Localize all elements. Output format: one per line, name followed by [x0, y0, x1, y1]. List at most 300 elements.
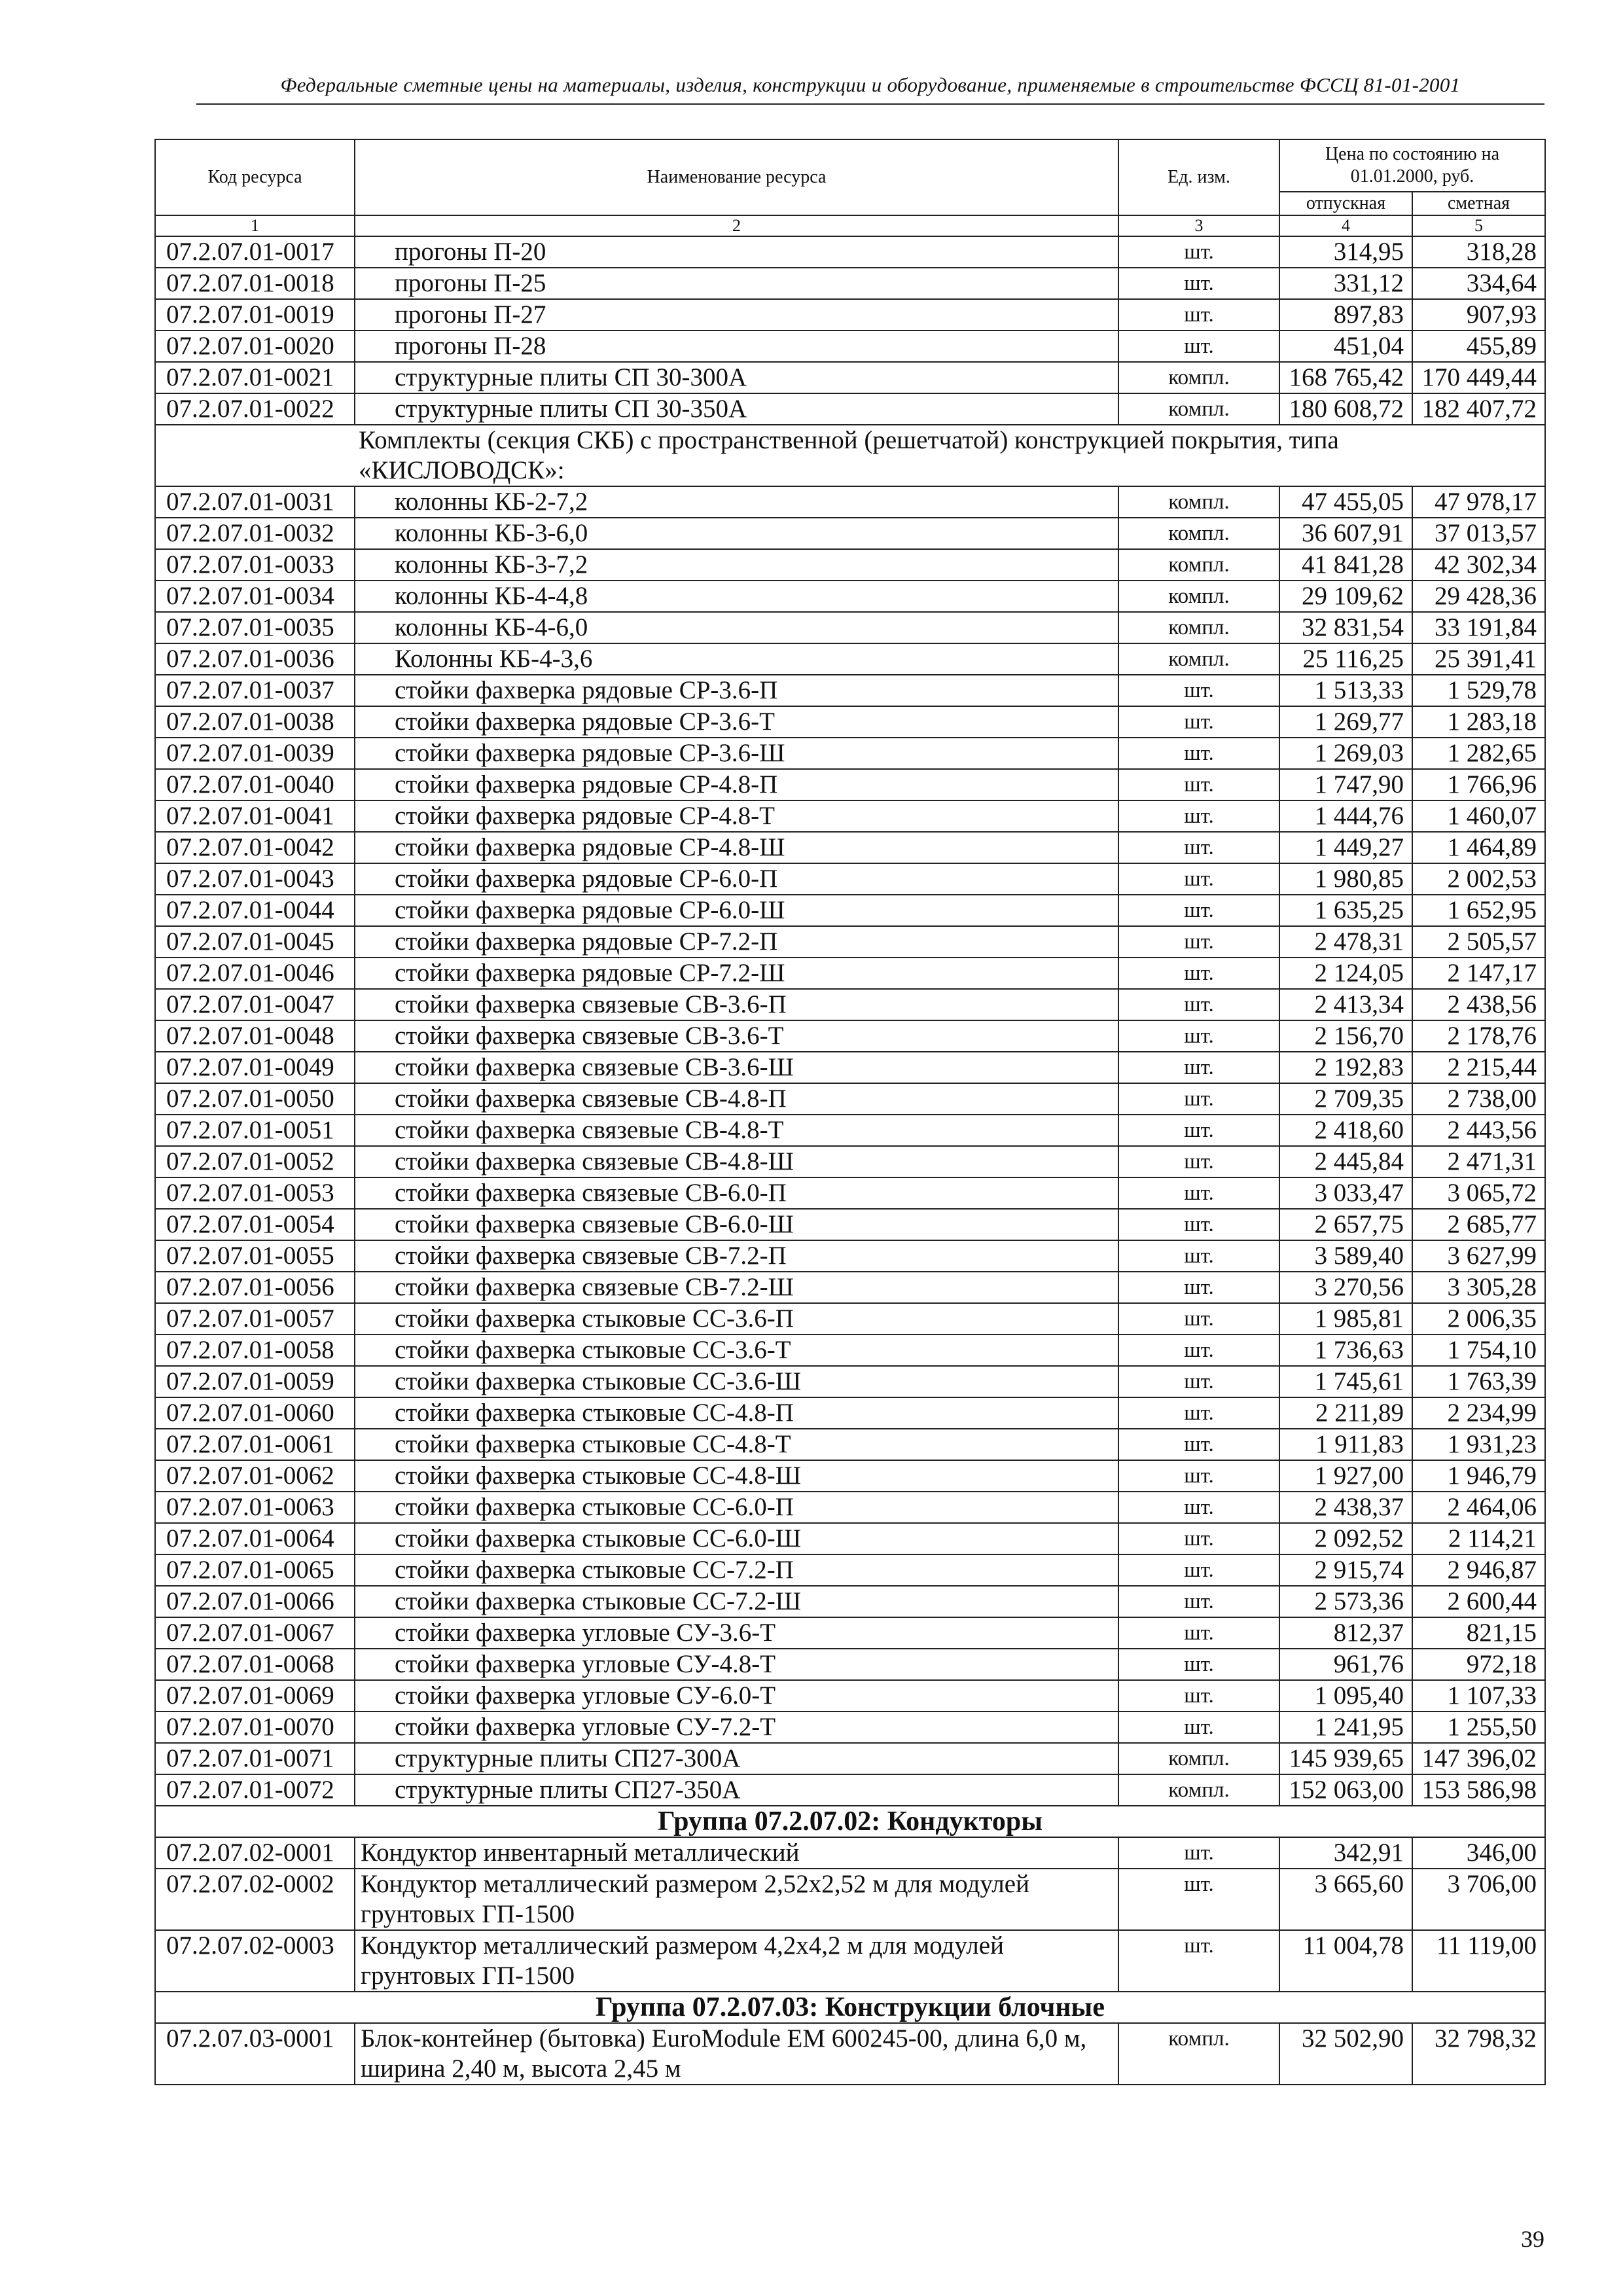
- resource-name: стойки фахверка стыковые СС-3.6-Ш: [355, 1366, 1118, 1397]
- price-estimate: 972,18: [1412, 1649, 1545, 1680]
- resource-code: 07.2.07.01-0019: [155, 299, 355, 331]
- price-estimate: 2 147,17: [1412, 958, 1545, 989]
- resource-unit: шт.: [1118, 1083, 1279, 1115]
- price-estimate: 47 978,17: [1412, 486, 1545, 518]
- resource-name: стойки фахверка рядовые СР-6.0-П: [355, 863, 1118, 895]
- table-row: [155, 675, 1545, 706]
- price-release: 145 939,65: [1279, 1743, 1412, 1774]
- price-estimate: 153 586,98: [1412, 1774, 1545, 1806]
- price-estimate: 2 215,44: [1412, 1052, 1545, 1083]
- price-release: 2 156,70: [1279, 1020, 1412, 1052]
- resource-code: 07.2.07.01-0037: [155, 675, 355, 706]
- table-row: [155, 1743, 1545, 1774]
- resource-code: 07.2.07.01-0045: [155, 926, 355, 958]
- resource-name: стойки фахверка связевые СВ-3.6-Ш: [355, 1052, 1118, 1083]
- table-row: [155, 769, 1545, 800]
- resource-unit: шт.: [1118, 1146, 1279, 1177]
- column-header-name: Наименование ресурса: [355, 139, 1118, 215]
- header-rule: [196, 103, 1544, 105]
- price-estimate: 1 763,39: [1412, 1366, 1545, 1397]
- resource-unit: шт.: [1118, 268, 1279, 299]
- price-release: 1 927,00: [1279, 1460, 1412, 1492]
- table-row: [155, 362, 1545, 393]
- table-row: [155, 331, 1545, 362]
- price-release: 1 911,83: [1279, 1429, 1412, 1460]
- table-row: [155, 1335, 1545, 1366]
- resource-code: 07.2.07.01-0071: [155, 1743, 355, 1774]
- resource-code: 07.2.07.01-0048: [155, 1020, 355, 1052]
- resource-name: стойки фахверка рядовые СР-3.6-Т: [355, 706, 1118, 738]
- price-release: 2 124,05: [1279, 958, 1412, 989]
- price-estimate: 37 013,57: [1412, 518, 1545, 549]
- price-estimate: 3 627,99: [1412, 1240, 1545, 1272]
- resource-unit: шт.: [1118, 769, 1279, 800]
- column-header-price-group: Цена по состоянию на 01.01.2000, руб.: [1279, 139, 1545, 192]
- group-row: [155, 1806, 1545, 1837]
- price-release: 2 573,36: [1279, 1586, 1412, 1617]
- resource-code: 07.2.07.01-0059: [155, 1366, 355, 1397]
- price-release: 2 445,84: [1279, 1146, 1412, 1177]
- resource-name: стойки фахверка угловые СУ-4.8-Т: [355, 1649, 1118, 1680]
- price-release: 1 985,81: [1279, 1303, 1412, 1335]
- resource-unit: шт.: [1118, 1492, 1279, 1523]
- resource-code: 07.2.07.01-0066: [155, 1586, 355, 1617]
- resource-code: 07.2.07.01-0056: [155, 1272, 355, 1303]
- resource-code: 07.2.07.01-0052: [155, 1146, 355, 1177]
- resource-name: стойки фахверка угловые СУ-6.0-Т: [355, 1680, 1118, 1712]
- resource-unit: шт.: [1118, 800, 1279, 832]
- resource-code: 07.2.07.01-0034: [155, 581, 355, 612]
- resource-code: 07.2.07.01-0018: [155, 268, 355, 299]
- resource-code: 07.2.07.01-0060: [155, 1397, 355, 1429]
- resource-code: 07.2.07.02-0002: [155, 1869, 355, 1930]
- resource-unit: шт.: [1118, 926, 1279, 958]
- price-estimate: 455,89: [1412, 331, 1545, 362]
- price-estimate: 1 282,65: [1412, 738, 1545, 769]
- price-estimate: 1 529,78: [1412, 675, 1545, 706]
- table-row: [155, 1020, 1545, 1052]
- resource-code: 07.2.07.01-0040: [155, 769, 355, 800]
- price-estimate: 32 798,32: [1412, 2023, 1545, 2085]
- resource-name: стойки фахверка связевые СВ-3.6-П: [355, 989, 1118, 1020]
- resource-unit: шт.: [1118, 1209, 1279, 1240]
- resource-name: Кондуктор металлический размером 4,2х4,2 м для модулей грунтовых ГП-1500: [355, 1930, 1118, 1992]
- resource-name: стойки фахверка рядовые СР-3.6-П: [355, 675, 1118, 706]
- price-release: 1 449,27: [1279, 832, 1412, 863]
- resource-unit: компл.: [1118, 1743, 1279, 1774]
- table-row: [155, 1052, 1545, 1083]
- table-row: [155, 393, 1545, 425]
- resource-code: 07.2.07.01-0022: [155, 393, 355, 425]
- resource-name: структурные плиты СП 30-350А: [355, 393, 1118, 425]
- price-release: 897,83: [1279, 299, 1412, 331]
- price-release: 3 589,40: [1279, 1240, 1412, 1272]
- resource-unit: шт.: [1118, 1869, 1279, 1930]
- price-estimate: 1 460,07: [1412, 800, 1545, 832]
- group-row: [155, 1992, 1545, 2023]
- price-estimate: 3 065,72: [1412, 1177, 1545, 1209]
- resource-code: 07.2.07.01-0051: [155, 1115, 355, 1146]
- resource-code: 07.2.07.01-0020: [155, 331, 355, 362]
- resource-unit: шт.: [1118, 1397, 1279, 1429]
- price-estimate: 29 428,36: [1412, 581, 1545, 612]
- table-row: [155, 581, 1545, 612]
- resource-code: 07.2.07.01-0042: [155, 832, 355, 863]
- resource-code: 07.2.07.01-0063: [155, 1492, 355, 1523]
- table-header: [155, 139, 1545, 236]
- price-release: 32 502,90: [1279, 2023, 1412, 2085]
- resource-unit: шт.: [1118, 989, 1279, 1020]
- table-row: [155, 1272, 1545, 1303]
- table-row: [155, 1869, 1545, 1930]
- resource-unit: шт.: [1118, 1523, 1279, 1554]
- price-release: 3 665,60: [1279, 1869, 1412, 1930]
- column-number: 2: [355, 215, 1118, 236]
- table-row: [155, 863, 1545, 895]
- resource-name: стойки фахверка рядовые СР-3.6-Ш: [355, 738, 1118, 769]
- resource-name: Кондуктор металлический размером 2,52х2,52 м для модулей грунтовых ГП-1500: [355, 1869, 1118, 1930]
- price-estimate: 147 396,02: [1412, 1743, 1545, 1774]
- resource-unit: шт.: [1118, 299, 1279, 331]
- price-estimate: 42 302,34: [1412, 549, 1545, 581]
- price-estimate: 2 464,06: [1412, 1492, 1545, 1523]
- price-release: 1 635,25: [1279, 895, 1412, 926]
- price-estimate: 346,00: [1412, 1837, 1545, 1869]
- resource-unit: шт.: [1118, 1115, 1279, 1146]
- price-release: 1 095,40: [1279, 1680, 1412, 1712]
- resource-code: 07.2.07.01-0017: [155, 236, 355, 268]
- price-estimate: 1 946,79: [1412, 1460, 1545, 1492]
- price-release: 331,12: [1279, 268, 1412, 299]
- resource-code: 07.2.07.02-0001: [155, 1837, 355, 1869]
- price-estimate: 25 391,41: [1412, 643, 1545, 675]
- resource-code: 07.2.07.01-0035: [155, 612, 355, 643]
- resource-code: 07.2.07.01-0044: [155, 895, 355, 926]
- table-row: [155, 895, 1545, 926]
- price-release: 2 478,31: [1279, 926, 1412, 958]
- resource-code: 07.2.07.02-0003: [155, 1930, 355, 1992]
- resource-name: стойки фахверка стыковые СС-3.6-П: [355, 1303, 1118, 1335]
- resource-code: 07.2.07.01-0054: [155, 1209, 355, 1240]
- resource-code: 07.2.07.01-0069: [155, 1680, 355, 1712]
- table-row: [155, 1554, 1545, 1586]
- resource-unit: компл.: [1118, 362, 1279, 393]
- price-estimate: 2 002,53: [1412, 863, 1545, 895]
- table-row: [155, 1617, 1545, 1649]
- resource-name: стойки фахверка стыковые СС-6.0-П: [355, 1492, 1118, 1523]
- resource-name: прогоны П-20: [355, 236, 1118, 268]
- price-release: 2 418,60: [1279, 1115, 1412, 1146]
- resource-name: стойки фахверка рядовые СР-4.8-П: [355, 769, 1118, 800]
- price-estimate: 182 407,72: [1412, 393, 1545, 425]
- price-estimate: 1 754,10: [1412, 1335, 1545, 1366]
- table-row: [155, 1680, 1545, 1712]
- resource-unit: шт.: [1118, 1052, 1279, 1083]
- resource-code: 07.2.07.01-0021: [155, 362, 355, 393]
- resource-name: стойки фахверка связевые СВ-3.6-Т: [355, 1020, 1118, 1052]
- resource-name: структурные плиты СП27-350А: [355, 1774, 1118, 1806]
- price-estimate: 2 178,76: [1412, 1020, 1545, 1052]
- price-release: 314,95: [1279, 236, 1412, 268]
- resource-unit: шт.: [1118, 1930, 1279, 1992]
- group-heading: Группа 07.2.07.03: Конструкции блочные: [155, 1992, 1545, 2023]
- resource-code: 07.2.07.01-0061: [155, 1429, 355, 1460]
- resource-name: стойки фахверка связевые СВ-7.2-П: [355, 1240, 1118, 1272]
- resource-unit: шт.: [1118, 1649, 1279, 1680]
- price-estimate: 318,28: [1412, 236, 1545, 268]
- price-release: 1 444,76: [1279, 800, 1412, 832]
- price-release: 32 831,54: [1279, 612, 1412, 643]
- price-estimate: 2 685,77: [1412, 1209, 1545, 1240]
- resource-name: стойки фахверка связевые СВ-7.2-Ш: [355, 1272, 1118, 1303]
- resource-name: колонны КБ-3-6,0: [355, 518, 1118, 549]
- price-estimate: 2 946,87: [1412, 1554, 1545, 1586]
- resource-unit: шт.: [1118, 706, 1279, 738]
- resource-name: стойки фахверка рядовые СР-4.8-Ш: [355, 832, 1118, 863]
- price-release: 36 607,91: [1279, 518, 1412, 549]
- table-row: [155, 1492, 1545, 1523]
- price-estimate: 3 706,00: [1412, 1869, 1545, 1930]
- price-table: [154, 139, 1546, 2085]
- price-release: 3 033,47: [1279, 1177, 1412, 1209]
- resource-unit: компл.: [1118, 549, 1279, 581]
- price-estimate: 2 505,57: [1412, 926, 1545, 958]
- price-estimate: 2 006,35: [1412, 1303, 1545, 1335]
- table-row: [155, 1712, 1545, 1743]
- resource-unit: шт.: [1118, 1177, 1279, 1209]
- table-row: [155, 1837, 1545, 1869]
- column-header-unit: Ед. изм.: [1118, 139, 1279, 215]
- table-row: [155, 926, 1545, 958]
- price-release: 41 841,28: [1279, 549, 1412, 581]
- price-release: 47 455,05: [1279, 486, 1412, 518]
- resource-name: стойки фахверка угловые СУ-3.6-Т: [355, 1617, 1118, 1649]
- table-row: [155, 1303, 1545, 1335]
- resource-name: стойки фахверка рядовые СР-4.8-Т: [355, 800, 1118, 832]
- price-estimate: 33 191,84: [1412, 612, 1545, 643]
- resource-name: колонны КБ-3-7,2: [355, 549, 1118, 581]
- resource-code: 07.2.07.01-0064: [155, 1523, 355, 1554]
- table-row: [155, 1460, 1545, 1492]
- price-estimate: 2 438,56: [1412, 989, 1545, 1020]
- table-row: [155, 1586, 1545, 1617]
- price-estimate: 2 114,21: [1412, 1523, 1545, 1554]
- resource-unit: шт.: [1118, 675, 1279, 706]
- price-release: 2 092,52: [1279, 1523, 1412, 1554]
- table-row: [155, 643, 1545, 675]
- price-estimate: 3 305,28: [1412, 1272, 1545, 1303]
- resource-unit: шт.: [1118, 1366, 1279, 1397]
- price-release: 2 915,74: [1279, 1554, 1412, 1586]
- price-release: 168 765,42: [1279, 362, 1412, 393]
- price-estimate: 907,93: [1412, 299, 1545, 331]
- resource-unit: шт.: [1118, 1837, 1279, 1869]
- table-row: [155, 1240, 1545, 1272]
- resource-unit: шт.: [1118, 738, 1279, 769]
- resource-unit: компл.: [1118, 581, 1279, 612]
- resource-name: структурные плиты СП27-300А: [355, 1743, 1118, 1774]
- table-row: [155, 1523, 1545, 1554]
- group-heading: Группа 07.2.07.02: Кондукторы: [155, 1806, 1545, 1837]
- table-row: [155, 958, 1545, 989]
- column-number: 4: [1279, 215, 1412, 236]
- resource-code: 07.2.07.01-0067: [155, 1617, 355, 1649]
- price-release: 1 980,85: [1279, 863, 1412, 895]
- table-row: [155, 738, 1545, 769]
- resource-unit: шт.: [1118, 1460, 1279, 1492]
- resource-name: колонны КБ-2-7,2: [355, 486, 1118, 518]
- table-row: [155, 1774, 1545, 1806]
- price-estimate: 2 738,00: [1412, 1083, 1545, 1115]
- table-row: [155, 2023, 1545, 2085]
- table-row: [155, 832, 1545, 863]
- price-release: 812,37: [1279, 1617, 1412, 1649]
- resource-name: стойки фахверка стыковые СС-6.0-Ш: [355, 1523, 1118, 1554]
- page-number: 39: [1521, 2226, 1544, 2252]
- price-release: 152 063,00: [1279, 1774, 1412, 1806]
- resource-name: Блок-контейнер (бытовка) EuroModule EM 600245-00, длина 6,0 м, ширина 2,40 м, высота 2,45 м: [355, 2023, 1118, 2085]
- resource-code: 07.2.07.01-0068: [155, 1649, 355, 1680]
- resource-name: прогоны П-27: [355, 299, 1118, 331]
- table-row: [155, 1146, 1545, 1177]
- resource-unit: компл.: [1118, 393, 1279, 425]
- resource-code: 07.2.07.01-0031: [155, 486, 355, 518]
- resource-name: Колонны КБ-4-3,6: [355, 643, 1118, 675]
- table-row: [155, 989, 1545, 1020]
- price-release: 1 747,90: [1279, 769, 1412, 800]
- resource-unit: шт.: [1118, 331, 1279, 362]
- resource-code: 07.2.07.01-0047: [155, 989, 355, 1020]
- resource-unit: шт.: [1118, 1712, 1279, 1743]
- resource-name: стойки фахверка стыковые СС-7.2-П: [355, 1554, 1118, 1586]
- table-row: [155, 1366, 1545, 1397]
- resource-unit: шт.: [1118, 236, 1279, 268]
- price-estimate: 1 931,23: [1412, 1429, 1545, 1460]
- column-number: 3: [1118, 215, 1279, 236]
- resource-code: 07.2.07.01-0046: [155, 958, 355, 989]
- price-release: 342,91: [1279, 1837, 1412, 1869]
- resource-code: 07.2.07.01-0062: [155, 1460, 355, 1492]
- table-row: [155, 1930, 1545, 1992]
- column-header-estimate: сметная: [1412, 192, 1545, 215]
- table-row: [155, 1115, 1545, 1146]
- table-row: [155, 1649, 1545, 1680]
- price-release: 180 608,72: [1279, 393, 1412, 425]
- resource-unit: шт.: [1118, 1272, 1279, 1303]
- price-release: 3 270,56: [1279, 1272, 1412, 1303]
- column-header-code: Код ресурса: [155, 139, 355, 215]
- resource-code: 07.2.07.01-0058: [155, 1335, 355, 1366]
- resource-name: Кондуктор инвентарный металлический: [355, 1837, 1118, 1869]
- resource-name: колонны КБ-4-4,8: [355, 581, 1118, 612]
- resource-code: 07.2.07.01-0055: [155, 1240, 355, 1272]
- table-row: [155, 1397, 1545, 1429]
- price-estimate: 170 449,44: [1412, 362, 1545, 393]
- resource-unit: компл.: [1118, 612, 1279, 643]
- resource-unit: компл.: [1118, 518, 1279, 549]
- section-heading: Комплекты (секция СКБ) с пространственной (решетчатой) конструкцией покрытия, типа «КИСЛОВОДСК»:: [155, 425, 1545, 486]
- resource-name: стойки фахверка стыковые СС-4.8-Ш: [355, 1460, 1118, 1492]
- price-release: 1 736,63: [1279, 1335, 1412, 1366]
- price-release: 29 109,62: [1279, 581, 1412, 612]
- resource-code: 07.2.07.01-0057: [155, 1303, 355, 1335]
- table-row: [155, 1429, 1545, 1460]
- resource-unit: шт.: [1118, 1586, 1279, 1617]
- price-release: 2 211,89: [1279, 1397, 1412, 1429]
- resource-unit: шт.: [1118, 1429, 1279, 1460]
- price-table-container: [154, 139, 1544, 2085]
- price-estimate: 1 107,33: [1412, 1680, 1545, 1712]
- price-release: 2 709,35: [1279, 1083, 1412, 1115]
- resource-unit: шт.: [1118, 1335, 1279, 1366]
- resource-unit: шт.: [1118, 832, 1279, 863]
- resource-code: 07.2.07.01-0033: [155, 549, 355, 581]
- resource-name: стойки фахверка рядовые СР-6.0-Ш: [355, 895, 1118, 926]
- resource-name: стойки фахверка угловые СУ-7.2-Т: [355, 1712, 1118, 1743]
- price-estimate: 2 471,31: [1412, 1146, 1545, 1177]
- resource-name: прогоны П-28: [355, 331, 1118, 362]
- resource-unit: компл.: [1118, 2023, 1279, 2085]
- price-release: 451,04: [1279, 331, 1412, 362]
- resource-unit: шт.: [1118, 1020, 1279, 1052]
- column-number: 1: [155, 215, 355, 236]
- resource-name: стойки фахверка связевые СВ-6.0-Ш: [355, 1209, 1118, 1240]
- price-release: 1 269,77: [1279, 706, 1412, 738]
- resource-unit: компл.: [1118, 486, 1279, 518]
- price-release: 1 745,61: [1279, 1366, 1412, 1397]
- resource-name: структурные плиты СП 30-300А: [355, 362, 1118, 393]
- resource-unit: шт.: [1118, 1617, 1279, 1649]
- resource-unit: шт.: [1118, 895, 1279, 926]
- resource-name: стойки фахверка стыковые СС-7.2-Ш: [355, 1586, 1118, 1617]
- resource-code: 07.2.07.01-0050: [155, 1083, 355, 1115]
- price-release: 2 413,34: [1279, 989, 1412, 1020]
- price-estimate: 2 443,56: [1412, 1115, 1545, 1146]
- section-row: [155, 425, 1545, 486]
- resource-code: 07.2.07.03-0001: [155, 2023, 355, 2085]
- resource-unit: шт.: [1118, 1303, 1279, 1335]
- table-body: [155, 236, 1545, 2085]
- price-estimate: 1 464,89: [1412, 832, 1545, 863]
- resource-code: 07.2.07.01-0036: [155, 643, 355, 675]
- resource-code: 07.2.07.01-0032: [155, 518, 355, 549]
- price-release: 1 269,03: [1279, 738, 1412, 769]
- resource-code: 07.2.07.01-0049: [155, 1052, 355, 1083]
- resource-code: 07.2.07.01-0053: [155, 1177, 355, 1209]
- resource-unit: шт.: [1118, 1680, 1279, 1712]
- price-estimate: 1 652,95: [1412, 895, 1545, 926]
- resource-code: 07.2.07.01-0041: [155, 800, 355, 832]
- table-row: [155, 1083, 1545, 1115]
- table-row: [155, 549, 1545, 581]
- price-release: 25 116,25: [1279, 643, 1412, 675]
- table-row: [155, 1177, 1545, 1209]
- price-estimate: 2 600,44: [1412, 1586, 1545, 1617]
- table-row: [155, 486, 1545, 518]
- running-header: Федеральные сметные цены на материалы, изделия, конструкции и оборудование, применяемые в строительстве ФССЦ 81-01-2001: [280, 73, 1461, 96]
- resource-name: колонны КБ-4-6,0: [355, 612, 1118, 643]
- resource-unit: шт.: [1118, 958, 1279, 989]
- resource-code: 07.2.07.01-0038: [155, 706, 355, 738]
- price-release: 11 004,78: [1279, 1930, 1412, 1992]
- resource-name: прогоны П-25: [355, 268, 1118, 299]
- price-release: 2 192,83: [1279, 1052, 1412, 1083]
- price-estimate: 821,15: [1412, 1617, 1545, 1649]
- price-estimate: 11 119,00: [1412, 1930, 1545, 1992]
- resource-name: стойки фахверка связевые СВ-4.8-Т: [355, 1115, 1118, 1146]
- resource-unit: компл.: [1118, 643, 1279, 675]
- resource-name: стойки фахверка рядовые СР-7.2-П: [355, 926, 1118, 958]
